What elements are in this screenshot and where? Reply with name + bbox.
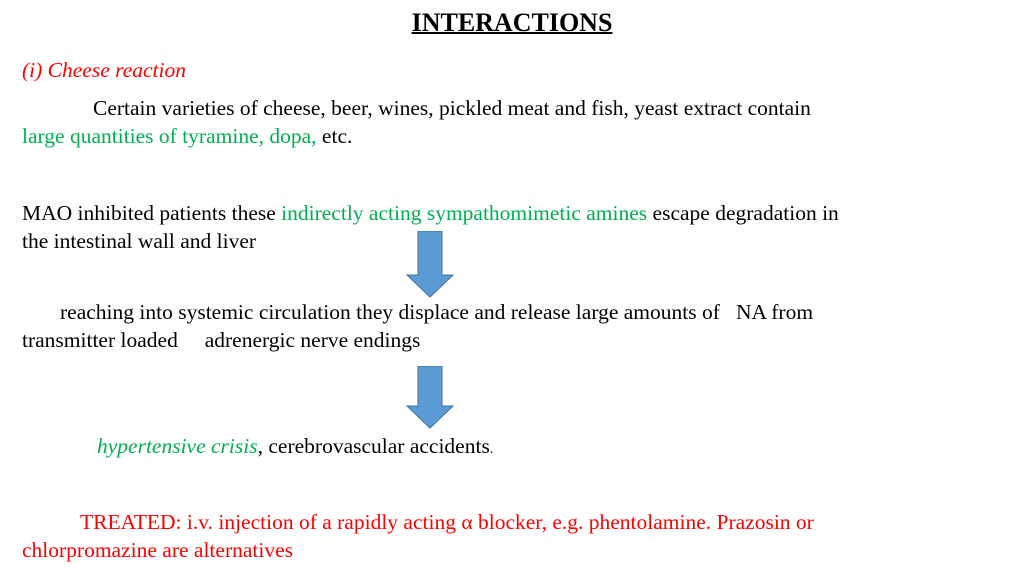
para1-line1: Certain varieties of cheese, beer, wines, pickled meat and fish, yeast extract contain [93, 96, 811, 120]
treatment-line1: TREATED: i.v. injection of a rapidly acting α blocker, e.g. phentolamine. Prazosin or [80, 510, 814, 534]
para2-line2: the intestinal wall and liver [22, 229, 257, 253]
down-arrow-icon [406, 231, 454, 298]
para2-line1: MAO inhibited patients these indirectly acting sympathomimetic amines escape degradation in [22, 201, 839, 225]
treatment-line2: chlorpromazine are alternatives [22, 538, 293, 562]
section-heading: (i) Cheese reaction [22, 58, 186, 82]
para3-line2: transmitter loaded adrenergic nerve endings [22, 328, 421, 352]
para3-line1: reaching into systemic circulation they displace and release large amounts of NA from [60, 300, 814, 324]
slide-title: INTERACTIONS [411, 8, 613, 37]
down-arrow-icon [406, 366, 454, 429]
result-line: hypertensive crisis, cerebrovascular accidents. [97, 434, 494, 458]
para1-line2: large quantities of tyramine, dopa, etc. [22, 124, 353, 148]
